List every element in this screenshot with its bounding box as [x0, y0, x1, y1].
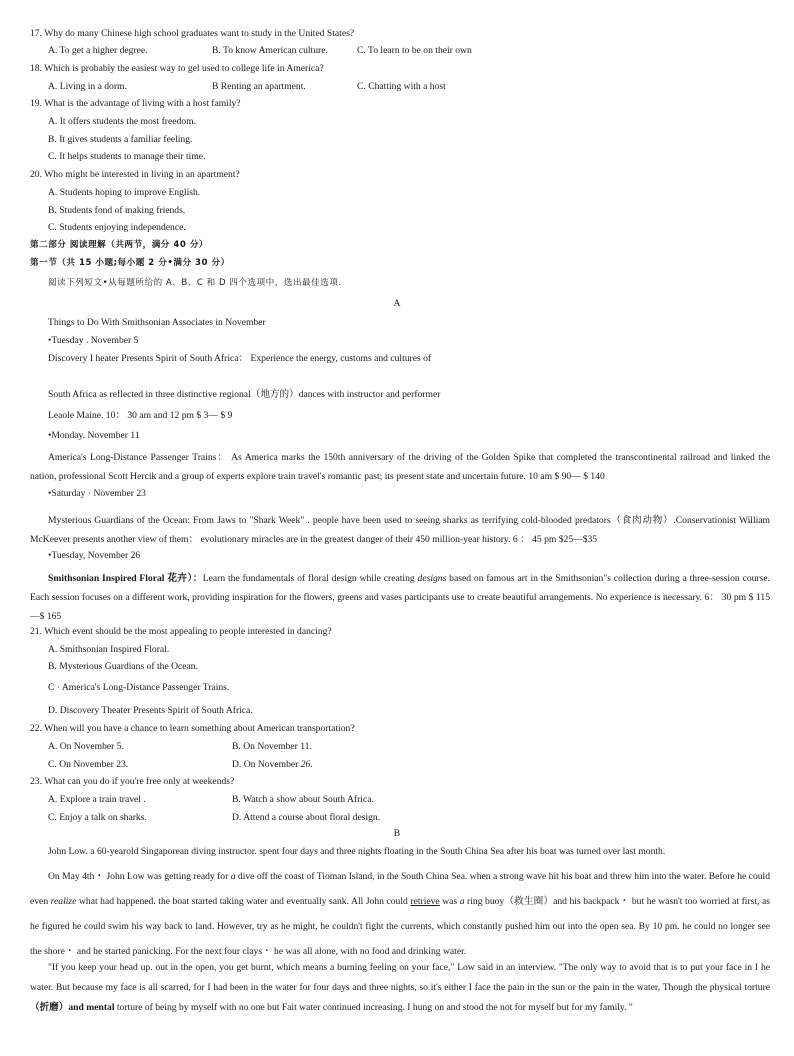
event-4-text: Learn the fundamentals of floral design while creating	[202, 573, 418, 584]
question-20-option-a: A. Students hoping to improve English.	[48, 187, 201, 198]
option-b: B Renting an apartment.	[212, 81, 306, 92]
question-19-option-a: A. It offers students the most freedom.	[48, 116, 196, 127]
question-21-option-d: D. Discovery Theater Presents Spirit of South Africa.	[48, 705, 253, 716]
question-23-row-1	[48, 794, 770, 806]
section-heading: 第二部分 阅读理解（共两节，满分 40 分）	[30, 240, 209, 250]
option-c: C. Chatting with a host	[357, 81, 446, 92]
event-4-em: designs	[417, 573, 447, 584]
event-3-description: Mysterious Guardians of the Ocean: From Jaws to "Shark Week" . people have been used to seeing sharks as terrifying cold-blooded predators（食肉动物）.Conservationist William McKeever presents another view of them： evolutionary miracles are in the greatest danger of their 450 million-year history. 6 ： 45 pm $25—$35	[30, 515, 770, 545]
option-a: A. Explore a train travel .	[48, 794, 146, 805]
passage-b-paragraph-3: "If you keep your head up. out in the open, you get burnt, which means a burning feeling on your face," Low said in an interview. "The only way to avoid that is to put your face in I he water. But because my face is all scarred, for I had been in the water for four days and three nights, so it's either I face the pain in the sun or the pain in the water, Though the physical torture（折磨）and mental torture of being by myself with no one but Fait water continued increasing. I hung on and stood the not for myself but for my family. "	[30, 962, 770, 1013]
event-1-date: •Tuesday . November 5	[48, 335, 139, 346]
event-4-date: •Tuesday, November 26	[48, 550, 141, 561]
option-c: C. To learn to be on their own	[357, 45, 472, 56]
option-b: B. Watch a show about South Africa.	[232, 794, 374, 805]
question-20-stem: 20. Who might be interested in living in an apartment?	[30, 169, 240, 180]
question-22-row-2	[48, 759, 770, 771]
event-3-date: •Saturday · November 23	[48, 488, 146, 499]
event-1-line-2: South Africa as reflected in three distinctive regional（地方的）dances with instructor and performer	[48, 389, 441, 400]
question-19-option-c: C. It helps students to manage their time.	[48, 151, 206, 162]
option-d: D. On November 26.	[232, 759, 313, 770]
option-b: B. To know American culture.	[212, 45, 328, 56]
passage-b-paragraph-1: John Low. a 60-yearold Singaporean diving instructor. spent four days and three nights floating in the South China Sea after his boat was turned over last month.	[48, 846, 666, 857]
option-a: A. To get a higher degree.	[48, 45, 148, 56]
option-c: C. On November 23.	[48, 759, 129, 770]
question-17-options	[48, 45, 770, 57]
question-19-option-b: B. It gives students a familiar feeling.	[48, 134, 193, 145]
subsection-heading: 第一节（共 15 小题;每小题 2 分•满分 30 分）	[30, 258, 230, 268]
question-18-options	[48, 81, 770, 93]
event-2-date: •Monday. November 11	[48, 430, 140, 441]
question-21-stem: 21. Which event should be the most appealing to people interested in dancing?	[30, 626, 332, 637]
option-a: A. Living in a dorm.	[48, 81, 127, 92]
question-23-row-2	[48, 812, 770, 824]
passage-a-label: A	[393, 298, 401, 309]
question-22-row-1	[48, 741, 770, 753]
passage-a-title: Things to Do With Smithsonian Associates in November	[48, 317, 266, 328]
question-21-option-a: A. Smithsonian Inspired Floral.	[48, 644, 170, 655]
event-4-description	[30, 569, 770, 626]
event-1-line-3: Leaole Maine. 10： 30 am and 12 pm $ 3— $ 9	[48, 410, 233, 421]
event-4-text-2: based on famous art in the Smithsonian"s collection during a three-session course. Each session focuses on a different work, providing inspiration for the flowers, greens and vases participants use to create beautiful arrangements. No experience is necessary. 6： 30 pm $ 115—$ 165	[30, 573, 770, 622]
question-17-stem: 17. Why do many Chinese high school graduates want to study in the United States?	[30, 28, 355, 39]
question-18-stem: 18. Which is probably the easiest way to gel used to college life in America?	[30, 63, 324, 74]
passage-b-label: B	[393, 828, 401, 839]
question-21-option-c: C · America's Long-Distance Passenger Trains.	[48, 682, 230, 693]
event-4-lead: Smithsonian Inspired Floral 花卉）：	[48, 573, 203, 584]
event-2-description: America's Long-Distance Passenger Trains： As America marks the 150th anniversary of the driving of the Golden Spike that completed the transcontinental railroad and linked the nation, professional Scott Hercik and a group of experts explore train travel's romantic past; its present state and uncertain future. 10 am $ 90— $ 140	[30, 452, 770, 482]
option-d: D. Attend a course about floral design.	[232, 812, 381, 823]
event-1-line-1: Discovery I heater Presents Spirit of South Africa： Experience the energy, customs and cultures of	[48, 353, 432, 364]
question-22-stem: 22. When will you have a chance to learn something about American transportation?	[30, 723, 355, 734]
instructions: 阅读下列短文•从每题所给的 A、B、C 和 D 四个选项中，选出最佳选项.	[48, 278, 342, 288]
option-b: B. On November 11.	[232, 741, 312, 752]
question-21-option-b: B. Mysterious Guardians of the Ocean.	[48, 661, 199, 672]
question-23-stem: 23. What can you do if you're free only at weekends?	[30, 776, 235, 787]
option-c: C. Enjoy a talk on sharks.	[48, 812, 147, 823]
question-20-option-b: B. Students fond of making friends.	[48, 205, 186, 216]
passage-b-paragraph-2: On May 4th・ John Low was getting ready for a dive off the coast of Tioman Island, in the South China Sea. when a strong wave hit his boat and threw him into the water. Before he could even realize what had happened. the boat started taking water and eventually sank. All John could retrieve was a ring buoy（救生圈）and his backpack・ but he wasn't too worried at first, as he figured he could swim his way back to land. However, try as he might, he couldn't fight the currents, which constantly pushed him out into the open sea. By 10 pm. he could no longer see the shore・ and he started panicking. For the next four clays・ he was all alone, with no food and drinking water.	[30, 871, 771, 957]
question-19-stem: 19. What is the advantage of living with a host family?	[30, 98, 241, 109]
option-a: A. On November 5.	[48, 741, 124, 752]
question-20-option-c: C. Students enjoying independence.	[48, 222, 186, 233]
